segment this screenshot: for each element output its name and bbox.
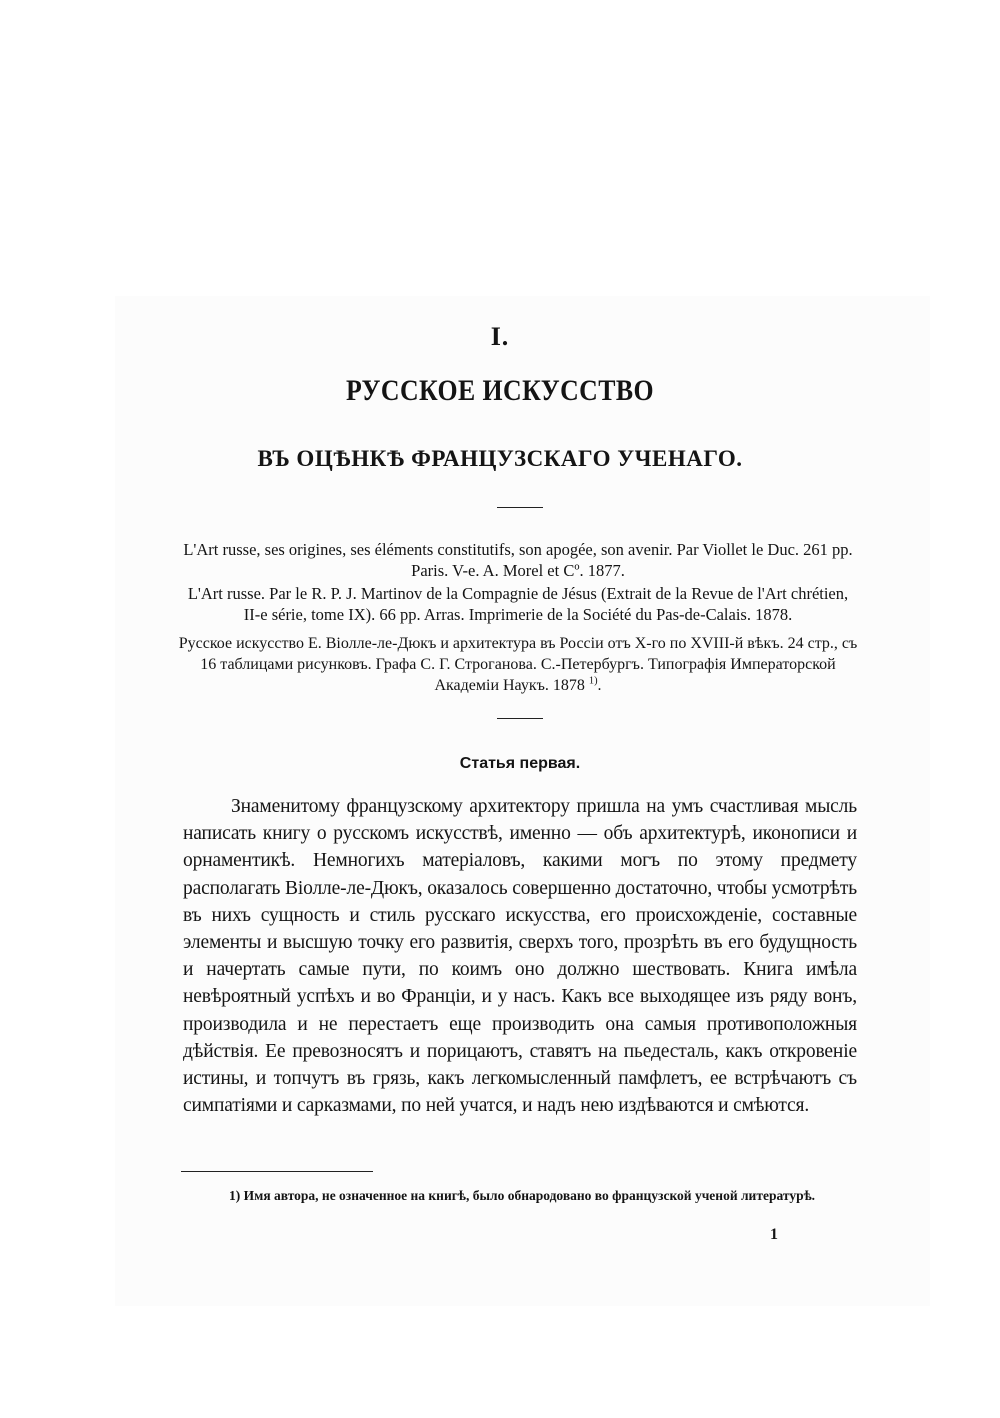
title-divider bbox=[497, 507, 543, 508]
bibliography-entry: L'Art russe, ses origines, ses éléments constitutifs, son apogée, son avenir. Par Viollet le Duc. 261 pp. Paris. V-e. A. Morel et Cº. 1877. bbox=[183, 540, 853, 580]
footnote: 1) Имя автора, не означенное на книгѣ, было обнародовано во французской ученой литературѣ. bbox=[229, 1188, 816, 1203]
footnote-marker: 1) bbox=[588, 675, 598, 687]
page-number: 1 bbox=[770, 1226, 778, 1243]
bibliography-entry-text: Русское искусство Е. Віолле-ле-Дюкъ и архитектура въ Россіи отъ X-го по XVIII-й вѣкъ. 24 стр., съ 16 таблицами рисунковъ. Графа С. Г. Строганова. С.-Петербургъ. Типографія Императорской Академіи Наукъ. 1878 bbox=[178, 635, 858, 694]
article-label: Статья первая. bbox=[459, 755, 581, 772]
article-body: Знаменитому французскому архитектору пришла на умъ счастливая мысль написать книгу о русскомъ искусствѣ, именно — объ архитектурѣ, иконописи и орнаментикѣ. Немногихъ матеріаловъ, какими могъ по этому предмету располагать Віолле-ле-Дюкъ, оказалось совершенно достаточно, чтобы усмотрѣть въ нихъ сущность и стиль русскаго искусства, его происхожденіе, составные элементы и высшую точку его развитія, сверхъ того, прозрѣть въ его будущность и начертать самые пути, по коимъ оно должно шествовать. Книга имѣла невѣроятный успѣхъ и во Франціи, и у насъ. Какъ все выходящее изъ ряду вонъ, производила и не перестаетъ еще производить она самыя противоположныя дѣйствія. Ее превозносятъ и порицаютъ, ставятъ на пьедесталь, какъ откровеніе истины, и топчутъ въ грязь, какъ легкомысленный памфлетъ, ее встрѣчаютъ съ симпатіями и сарказмами, по ней учатся, и надъ нею издѣваются и смѣются. bbox=[183, 796, 858, 1117]
chapter-title: РУССКОЕ ИСКУССТВО bbox=[345, 374, 654, 407]
bibliography-entry: Русское искусство Е. Віолле-ле-Дюкъ и архитектура въ Россіи отъ X-го по XVIII-й вѣкъ. 24 стр., съ 16 таблицами рисунковъ. Графа С. Г. Строганова. С.-Петербургъ. Типографія Императорской Академіи Наукъ. 1878 $^{1)}$. bbox=[178, 635, 858, 694]
section-number: I. bbox=[490, 322, 510, 351]
chapter-subtitle: ВЪ ОЦѢНКѢ ФРАНЦУЗСКАГО УЧЕНАГО. bbox=[257, 446, 743, 471]
bibliography-entry: L'Art russe. Par le R. P. J. Martinov de la Compagnie de Jésus (Extrait de la Revue de l'Art chrétien, II-e série, tome IX). 66 pp. Arras. Imprimerie de la Société du Pas-de-Calais. 1878. bbox=[187, 584, 849, 624]
footnote-divider bbox=[181, 1171, 373, 1172]
bibliography-divider bbox=[497, 718, 543, 719]
